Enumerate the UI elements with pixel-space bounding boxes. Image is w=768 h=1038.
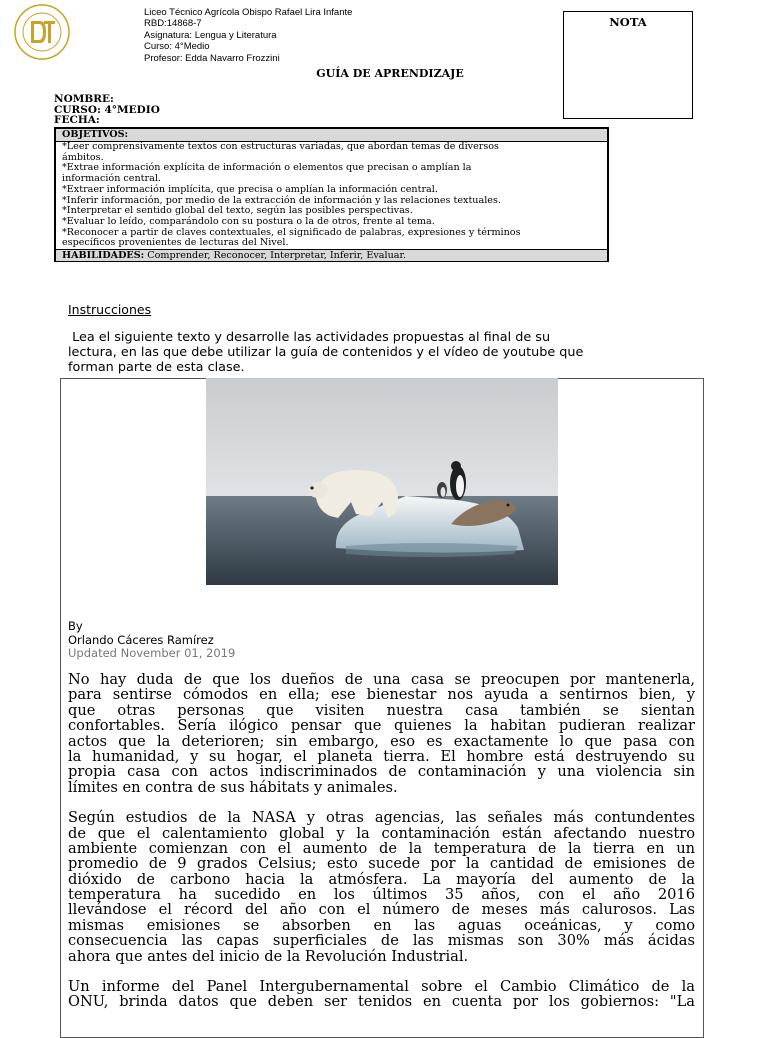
school-name: Liceo Técnico Agrícola Obispo Rafael Lira Infante xyxy=(144,7,353,18)
article-line: propia casa con actos indiscriminados de contaminación y una violencia sin xyxy=(68,763,695,781)
objective-line: *Extrae información explícita de información o elementos que precisan o amplían la xyxy=(62,162,472,174)
polar-bear-ice-photo xyxy=(206,378,558,585)
article-line: límites en contra de sus hábitats y animales. xyxy=(68,778,398,796)
course-field-label: CURSO: 4°MEDIO xyxy=(54,103,160,116)
article-line: llevándose el récord del año con el número de meses más calurosos. Las xyxy=(68,901,695,919)
article-body xyxy=(68,672,695,1010)
school-rbd: RBD:14868-7 xyxy=(144,18,202,30)
objective-line: *Interpretar el sentido global del texto, según las posibles perspectivas. xyxy=(62,205,413,217)
article-line: actos que la deterioren; sin embargo, eso es exactamente lo que pasa con xyxy=(68,732,695,750)
objective-line: *Extraer información implícita, que precisa o amplían la información central. xyxy=(62,183,438,195)
skills-text: Comprender, Reconocer, Interpretar, Inferir, Evaluar. xyxy=(144,250,407,261)
article-line: que otras personas que visiten nuestra casa también se sientan xyxy=(68,701,695,719)
instructions-line: forman parte de esta clase. xyxy=(68,360,245,375)
paragraph-gap xyxy=(68,795,695,810)
objective-line: *Leer comprensivamente textos con estructuras variadas, que abordan temas de diversos xyxy=(62,142,499,152)
instructions-line: lectura, en las que debe utilizar la guía de contenidos y el vídeo de youtube que xyxy=(68,345,584,360)
skills-label: HABILIDADES: xyxy=(62,250,145,261)
page-title: GUÍA DE APRENDIZAJE xyxy=(316,67,464,80)
article-line: No hay duda de que los dueños de una casa se preocupen por mantenerla, xyxy=(68,671,695,688)
school-seal-icon xyxy=(14,4,70,60)
article-line: mismas emisiones se absorben en las aguas oceánicas, y como xyxy=(68,916,695,934)
byline-updated: Updated November 01, 2019 xyxy=(68,646,236,660)
instructions-title: Instrucciones xyxy=(68,302,152,317)
paragraph-gap xyxy=(68,964,695,979)
article-line: Un informe del Panel Intergubernamental sobre el Cambio Climático de la xyxy=(68,978,695,996)
school-logo xyxy=(14,4,70,60)
objective-line: específicos provenientes de lecturas del Nivel. xyxy=(62,237,289,249)
article-line: ONU, brinda datos que deben ser tenidos en cuenta por los gobiernos: "La xyxy=(68,993,695,1011)
objectives-table xyxy=(54,127,609,262)
article-line: para sentirse cómodos en ella; ese bienestar nos ayuda a sentirnos bien, y xyxy=(68,686,695,704)
student-fields xyxy=(54,94,160,126)
course: Curso: 4°Medio xyxy=(144,41,210,53)
byline-by: By xyxy=(68,619,83,633)
objective-line: *Reconocer a partir de claves contextuales, el significado de palabras, expresiones y términos xyxy=(62,226,521,238)
article-line: ambiente comienzan con el aumento de la temperatura de la tierra en un xyxy=(68,839,695,857)
objective-line: información central. xyxy=(62,173,161,185)
school-info xyxy=(144,7,352,64)
byline-author: Orlando Cáceres Ramírez xyxy=(68,632,214,647)
objectives-list xyxy=(56,142,607,249)
article-line: confortables. Sería ilógico pensar que quienes la habitan pudieran realizar xyxy=(68,717,695,735)
name-field-label: NOMBRE: xyxy=(54,93,114,105)
article-line: ahora que antes del inicio de la Revolución Industrial. xyxy=(68,947,469,965)
article-line: Según estudios de la NASA y otras agencias, las señales más contundentes xyxy=(68,809,695,827)
article-line: dióxido de carbono hacia la atmósfera. La mayoría del aumento de la xyxy=(68,870,695,888)
date-field-label: FECHA: xyxy=(54,114,100,126)
article-line: la humanidad, y su hogar, el planeta tierra. El hombre está destruyendo su xyxy=(68,747,695,765)
objective-line: *Evaluar lo leído, comparándolo con su postura o la de otros, frente al tema. xyxy=(62,215,435,227)
objective-line: ámbitos. xyxy=(62,151,104,163)
teacher: Profesor: Edda Navarro Frozzini xyxy=(144,52,280,64)
article-photo xyxy=(206,378,558,585)
article-line: promedio de 9 grados Celsius; esto sucede por la cantidad de emisiones de xyxy=(68,855,695,873)
objective-line: *Inferir información, por medio de la extracción de información y las relaciones textuales. xyxy=(62,194,501,206)
article-line: consecuencia las capas superficiales de las mismas son 30% más ácidas xyxy=(68,932,695,950)
article-line: temperatura ha sucedido en los últimos 35 años, con el año 2016 xyxy=(68,886,695,904)
article-line: de que el calentamiento global y la contaminación están afectando nuestro xyxy=(68,824,695,842)
instructions-line: Lea el siguiente texto y desarrolle las actividades propuestas al final de su xyxy=(68,330,551,345)
skills-row xyxy=(56,249,607,261)
subject: Asignatura: Lengua y Literatura xyxy=(144,29,277,41)
instructions-text xyxy=(68,330,708,375)
objectives-heading: OBJETIVOS: xyxy=(56,129,607,142)
article-byline xyxy=(68,620,235,661)
grade-label: NOTA xyxy=(609,15,647,29)
grade-box xyxy=(563,11,693,119)
